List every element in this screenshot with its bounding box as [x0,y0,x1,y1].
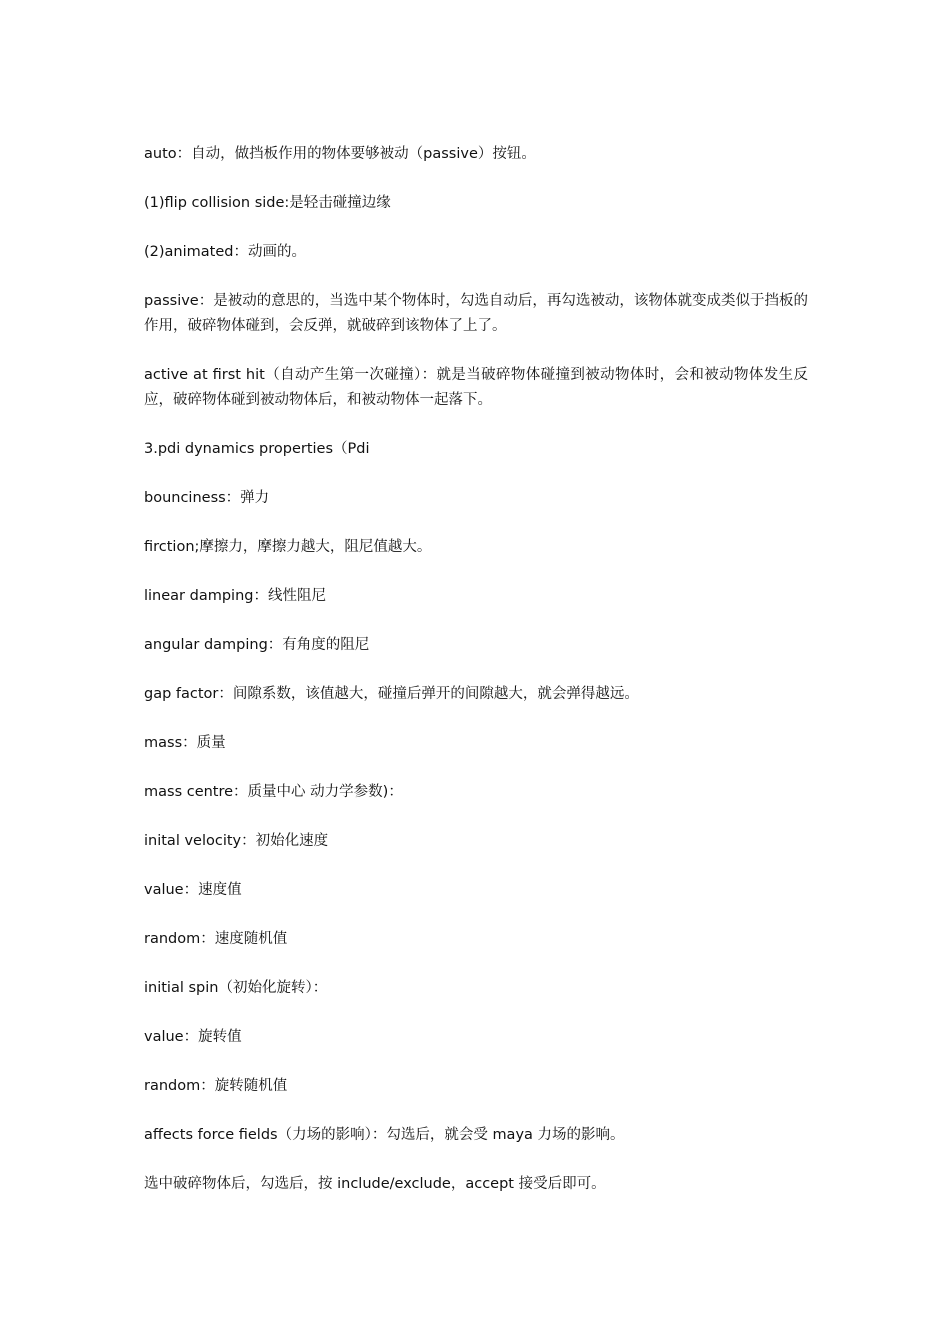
paragraph-spin-value: value：旋转值 [144,1029,242,1045]
paragraph-initial-velocity: inital velocity：初始化速度 [144,833,329,849]
section-heading-pdi-dynamics: 3.pdi dynamics properties（Pdi [144,441,370,457]
paragraph-linear-damping: linear damping：线性阻尼 [144,588,326,604]
paragraph-velocity-value: value：速度值 [144,882,242,898]
paragraph-animated: (2)animated：动画的。 [144,244,306,260]
paragraph-affects-force-fields: affects force fields（力场的影响）：勾选后，就会受 maya 力场的影响。 [144,1127,625,1143]
paragraph-auto: auto：自动，做挡板作用的物体要够被动（passive）按钮。 [144,146,536,162]
paragraph-mass-centre: mass centre：质量中心 动力学参数)： [144,784,403,800]
paragraph-angular-damping: angular damping：有角度的阻尼 [144,637,370,653]
paragraph-friction: firction;摩擦力，摩擦力越大，阻尼值越大。 [144,539,432,555]
paragraph-include-exclude: 选中破碎物体后，勾选后，按 include/exclude，accept 接受后即可。 [144,1176,606,1192]
paragraph-gap-factor: gap factor：间隙系数，该值越大，碰撞后弹开的间隙越大，就会弹得越远。 [144,686,639,702]
paragraph-bounciness: bounciness：弹力 [144,490,270,506]
paragraph-initial-spin: initial spin（初始化旋转）： [144,980,328,996]
paragraph-mass: mass：质量 [144,735,226,751]
document-body [144,142,808,1221]
paragraph-flip-collision-side: (1)flip collision side:是轻击碰撞边缘 [144,195,391,211]
paragraph-passive: passive：是被动的意思的，当选中某个物体时，勾选自动后，再勾选被动，该物体就变成类似于挡板的作用，破碎物体碰到，会反弹，就破碎到该物体了上了。 [144,293,808,334]
paragraph-spin-random: random：旋转随机值 [144,1078,288,1094]
paragraph-velocity-random: random：速度随机值 [144,931,288,947]
paragraph-active-at-first-hit: active at first hit（自动产生第一次碰撞）：就是当破碎物体碰撞到被动物体时，会和被动物体发生反应，破碎物体碰到被动物体后，和被动物体一起落下。 [144,367,808,408]
